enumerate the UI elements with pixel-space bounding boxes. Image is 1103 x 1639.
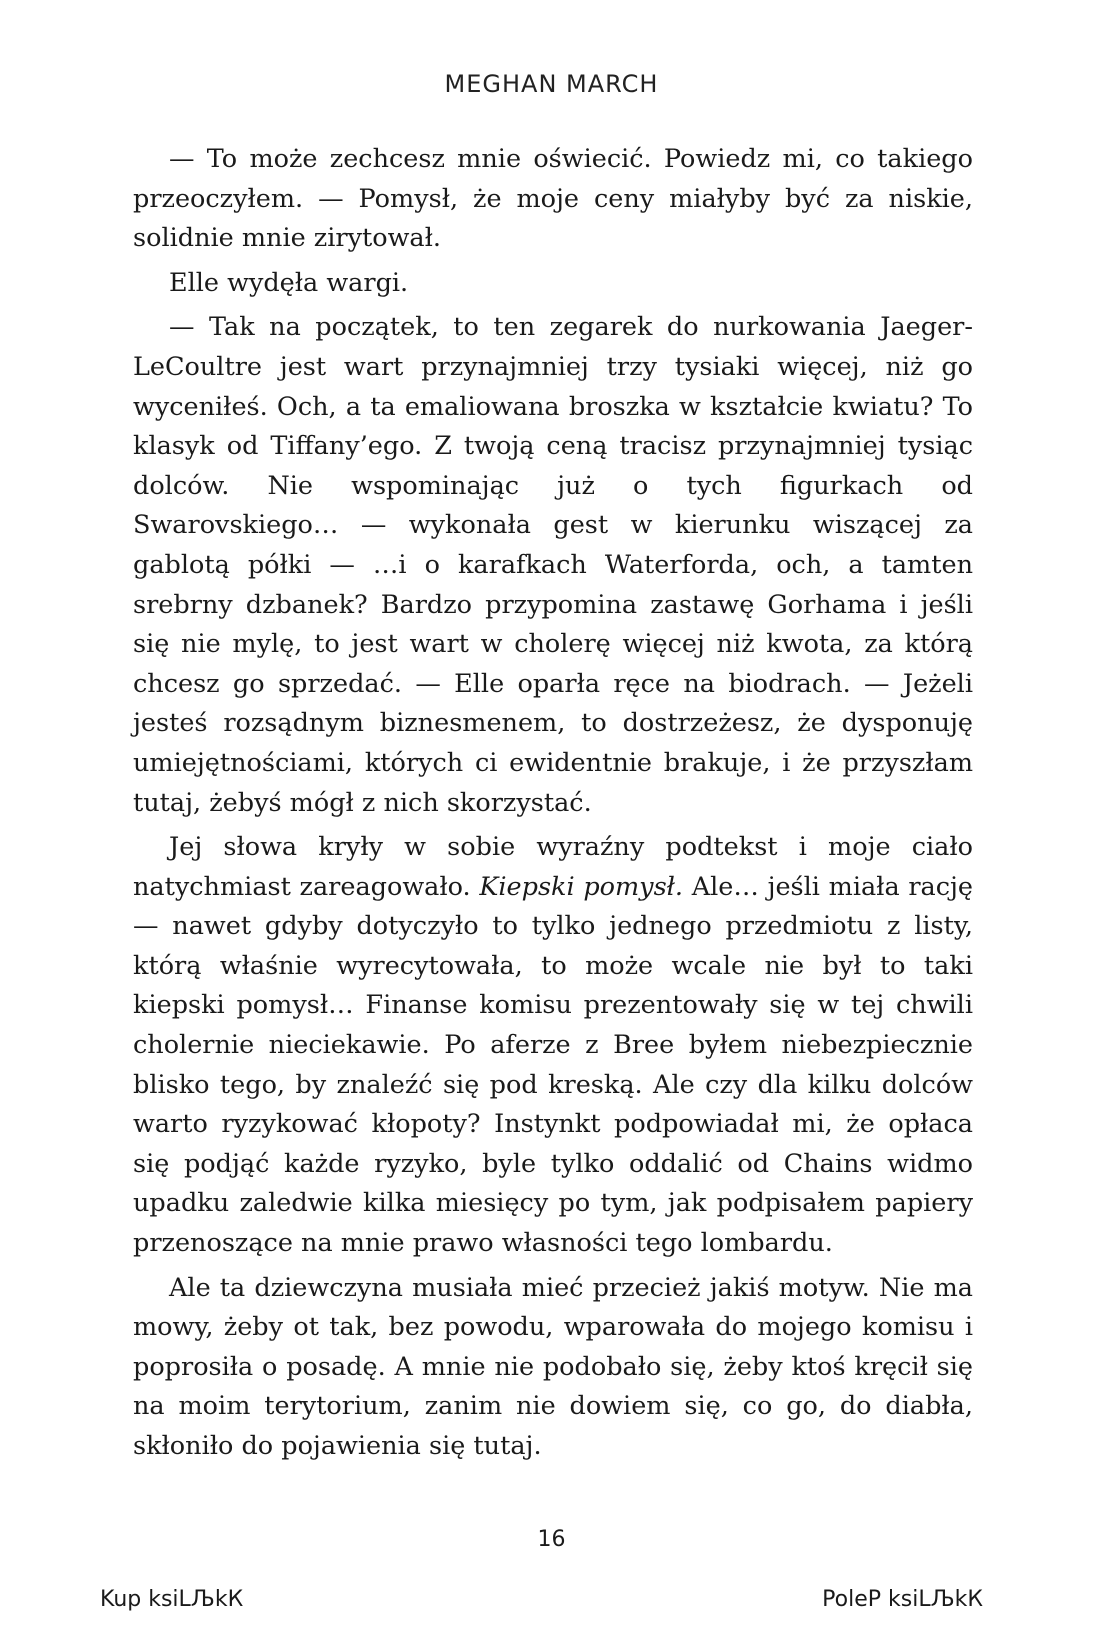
paragraph-1: — To może zechcesz mnie oświecić. Powiedz mi, co takiego przeoczyłem. — Pomysł, że moje ceny miałyby być za niskie, solidnie mnie zirytował. (133, 144, 973, 254)
paragraph-4 (133, 828, 973, 1264)
paragraph-3: — Tak na początek, to ten zegarek do nurkowania Jaeger-LeCoultre jest wart przynajmniej trzy tysiaki więcej, niż go wyceniłeś. Och, a ta emaliowana broszka w kształcie kwiatu? To klasyk od Tiffany’ego. Z twoją ceną tracisz przynajmniej tysiąc dolców. Nie wspominając już o tych figurkach od Swarovskiego… — wykonała gest w kierunku wiszącej za gablotą półki — …i o karafkach Waterforda, och, a tamten srebrny dzbanek? Bardzo przypomina zastawę Gorhama i jeśli się nie mylę, to jest wart w cholerę więcej niż kwota, za którą chcesz go sprzedać. — Elle oparła ręce na biodrach. — Jeżeli jesteś rozsądnym biznesmenem, to dostrzeżesz, że dysponuję umiejętnościami, których ci ewidentnie brakuje, i że przyszłam tutaj, żebyś mógł z nich skorzystać. (133, 312, 973, 818)
running-header: MEGHAN MARCH (444, 70, 659, 98)
paragraph-2: Elle wydęła wargi. (169, 267, 409, 298)
paragraph-4-start: Jej słowa kryły w sobie wyraźny podtekst i moje ciało natychmiast zareagowało. (133, 832, 973, 902)
paragraph-5: Ale ta dziewczyna musiała mieć przecież jakiś motyw. Nie ma mowy, żeby ot tak, bez powodu, wparowała do mojego komisu i poprosiła o posadę. A mnie nie podobało się, żeby ktoś kręcił się na moim terytorium, zanim nie dowiem się, co go, do diabła, skłoniło do pojawienia się tutaj. (133, 1272, 973, 1461)
italic-phrase: Kiepski pomysł. (479, 871, 684, 902)
body-text (133, 140, 973, 1467)
recommend-book-link[interactable]: PoleР ksiLЉkК (822, 1587, 983, 1612)
page-number: 16 (537, 1527, 566, 1552)
buy-book-link[interactable]: Kup ksiLЉkК (100, 1587, 244, 1612)
paragraph-4-end: Ale… jeśli miała rację — nawet gdyby dotyczyło to tylko jednego przedmiotu z listy, którą właśnie wyrecytowała, to może wcale nie był to taki kiepski pomysł… Finanse komisu prezentowały się w tej chwili cholernie nieciekawie. Po aferze z Bree byłem niebezpiecznie blisko tego, by znaleźć się pod kreską. Ale czy dla kilku dolców warto ryzykować kłopoty? Instynkt podpowiadał mi, że opłaca się podjąć każde ryzyko, byle tylko oddalić od Chains widmo upadku zaledwie kilka miesięcy po tym, jak podpisałem papiery przenoszące na mnie prawo własności tego lombardu. (133, 871, 973, 1259)
